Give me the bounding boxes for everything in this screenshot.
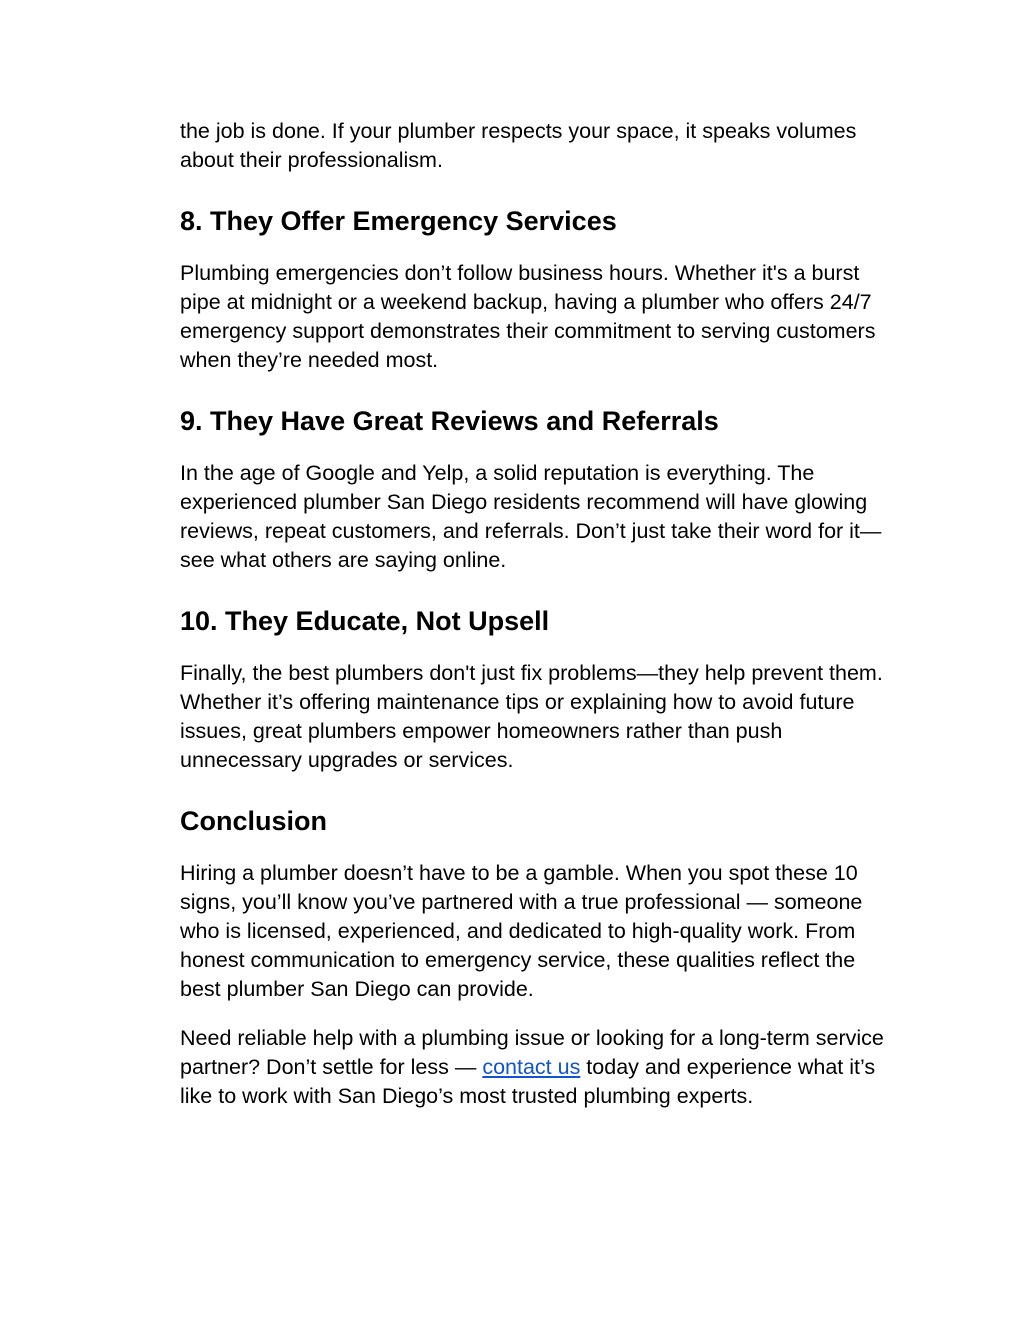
paragraph-continuation: the job is done. If your plumber respects your space, it speaks volumes about their professionalism. (180, 119, 857, 172)
paragraph-conclusion: Hiring a plumber doesn’t have to be a gamble. When you spot these 10 signs, you’ll know you’ve partnered with a true professional — someone who is licensed, experienced, and dedicated to high-quality work. From honest communication to emergency service, these qualities reflect the best plumber San Diego can provide. (180, 861, 863, 1001)
heading-emergency-services: 8. They Offer Emergency Services (180, 205, 617, 236)
contact-us-link[interactable]: contact us (482, 1055, 581, 1079)
paragraph-emergency-services: Plumbing emergencies don’t follow business hours. Whether it's a burst pipe at midnight or a weekend backup, having a plumber who offers 24/7 emergency support demonstrates their commitment to serving customers when they’re needed most. (180, 261, 876, 372)
text-after-link: today and experience what it’s like to work with San Diego’s most trusted plumbing experts. (180, 1055, 876, 1108)
text-before-link: Need reliable help with a plumbing issue or looking for a long-term service partner? Don’t settle for less — (180, 1026, 884, 1079)
heading-reviews-referrals: 9. They Have Great Reviews and Referrals (180, 405, 719, 436)
paragraph-educate-not-upsell: Finally, the best plumbers don't just fix problems—they help prevent them. Whether it’s offering maintenance tips or explaining how to avoid future issues, great plumbers empower homeowners rather than push unnecessary upgrades or services. (180, 661, 883, 772)
heading-educate-not-upsell: 10. They Educate, Not Upsell (180, 605, 550, 636)
paragraph-call-to-action (180, 1024, 901, 1111)
heading-conclusion: Conclusion (180, 805, 327, 836)
paragraph-reviews-referrals: In the age of Google and Yelp, a solid reputation is everything. The experienced plumber San Diego residents recommend will have glowing reviews, repeat customers, and referrals. Don’t just take their word for it—see what others are saying online. (180, 461, 882, 572)
document-page (180, 0, 901, 1111)
